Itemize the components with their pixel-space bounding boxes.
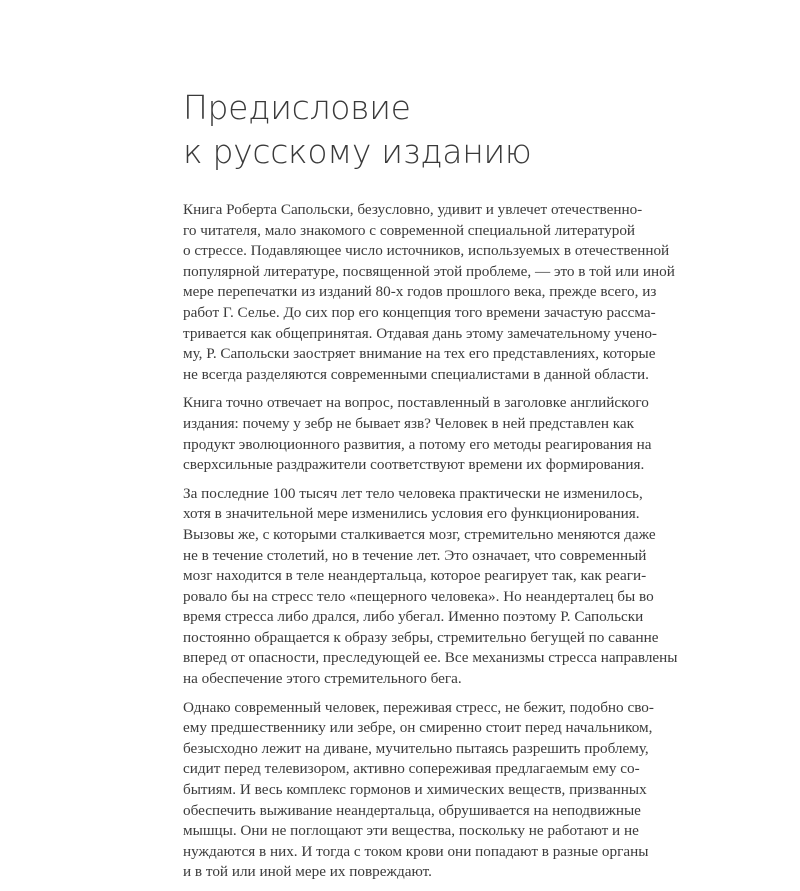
text-line: вперед от опасности, преследующей ее. Все механизмы стресса направлены: [183, 649, 678, 667]
text-line: мышцы. Они не поглощают эти вещества, поскольку не работают и не: [183, 822, 639, 840]
text-line: хотя в значительной мере изменились условия его функционирования.: [183, 505, 640, 523]
paragraph-3: [183, 484, 678, 690]
text-line: работ Г. Селье. До сих пор его концепция того времени зачастую рассма-: [183, 303, 656, 321]
text-line: и в той или иной мере их повреждают.: [183, 863, 432, 881]
text-line: За последние 100 тысяч лет тело человека практически не изменилось,: [183, 484, 643, 502]
text-line: время стресса либо дрался, либо убегал. Именно поэтому Р. Сапольски: [183, 608, 644, 626]
text-line: го читателя, мало знакомого с современной специальной литературой: [183, 221, 636, 239]
text-line: популярной литературе, посвященной этой проблеме, — это в той или иной: [183, 262, 675, 280]
text-line: Книга точно отвечает на вопрос, поставленный в заголовке английского: [183, 394, 649, 412]
text-line: продукт эволюционного развития, а потому его методы реагирования на: [183, 435, 652, 453]
text-line: му, Р. Сапольски заостряет внимание на тех его представлениях, которые: [183, 345, 656, 363]
text-line: обеспечить выживание неандертальца, обрушивается на неподвижные: [183, 801, 641, 819]
paragraph-2: [183, 393, 652, 475]
text-line: безысходно лежит на диване, мучительно пытаясь разрешить проблему,: [183, 739, 649, 757]
text-line: издания: почему у зебр не бывает язв? Человек в ней представлен как: [183, 414, 635, 432]
title-line: Предисловие: [183, 88, 411, 127]
text-line: сидит перед телевизором, активно сопереживая предлагаемым ему со-: [183, 760, 640, 778]
text-line: Книга Роберта Сапольски, безусловно, удивит и увлечет отечественно-: [183, 201, 643, 218]
text-line: сверхсильные раздражители соответствуют времени их формирования.: [183, 456, 645, 474]
text-line: на обеспечение этого стремительного бега.: [183, 670, 462, 688]
text-line: Однако современный человек, переживая стресс, не бежит, подобно сво-: [183, 698, 654, 716]
text-line: ему предшественнику или зебре, он смиренно стоит перед начальником,: [183, 719, 653, 737]
text-line: не в течение столетий, но в течение лет. Это означает, что современный: [183, 546, 647, 564]
text-line: тривается как общепринятая. Отдавая дань этому замечательному учено-: [183, 324, 657, 342]
page-title: [183, 86, 643, 174]
body-text: [183, 200, 678, 891]
text-line: бытиям. И весь комплекс гормонов и химических веществ, призванных: [183, 781, 647, 799]
text-line: о стрессе. Подавляющее число источников, используемых в отечественной: [183, 242, 670, 260]
text-line: постоянно обращается к образу зебры, стремительно бегущей по саванне: [183, 628, 659, 646]
text-line: нуждаются в них. И тогда с током крови они попадают в разные органы: [183, 842, 649, 860]
text-line: не всегда разделяются современными специалистами в данной области.: [183, 365, 649, 383]
text-line: мере перепечатки из изданий 80-х годов прошлого века, прежде всего, из: [183, 283, 657, 301]
text-line: Вызовы же, с которыми сталкивается мозг, стремительно меняются даже: [183, 525, 656, 543]
paragraph-4: [183, 698, 654, 883]
text-line: ровало бы на стресс тело «пещерного человека». Но неандерталец бы во: [183, 587, 654, 605]
title-line: к русскому изданию: [183, 132, 532, 171]
paragraph-1: [183, 200, 675, 385]
text-line: мозг находится в теле неандертальца, которое реагирует так, как реаги-: [183, 567, 647, 585]
